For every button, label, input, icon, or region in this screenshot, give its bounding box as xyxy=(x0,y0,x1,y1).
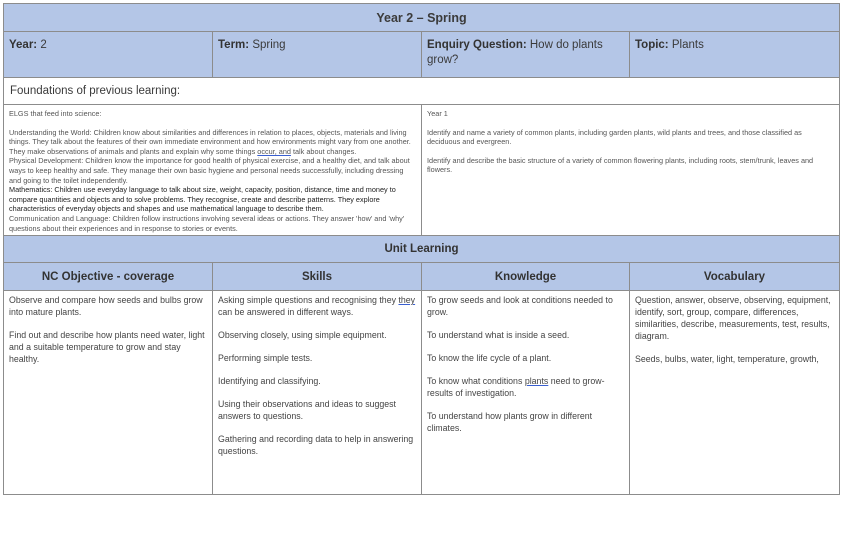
topic-label: Topic: xyxy=(635,39,669,51)
year1-heading: Year 1 xyxy=(427,109,448,118)
elgs-heading: ELGS that feed into science: xyxy=(9,109,102,118)
topic-value: Plants xyxy=(671,39,704,51)
knowledge-cell xyxy=(422,291,630,495)
skill-item: Gathering and recording data to help in answering questions. xyxy=(218,434,414,457)
year-cell xyxy=(4,32,213,78)
knowledge-item: To understand what is inside a seed. xyxy=(427,330,570,341)
elgs-physical-development: Physical Development: Children know the importance for good health of physical exercise, and a healthy diet, and talk about ways to keep healthy and safe. They manage their own basic hygiene and personal needs successfully, including dressing and going to the toilet independently. xyxy=(9,156,410,185)
year1-objective-2: Identify and describe the basic structure of a variety of common flowering plants, including roots, stem/trunk, leaves and flowers. xyxy=(427,155,814,175)
skills-cell xyxy=(213,291,422,495)
skill-item: Observing closely, using simple equipment. xyxy=(218,330,387,341)
term-label: Term: xyxy=(218,39,250,51)
knowledge-item: To know what conditions plants need to grow- results of investigation. xyxy=(427,376,605,399)
elgs-cell xyxy=(4,105,422,236)
nc-objective: Find out and describe how plants need water, light and a suitable temperature to grow and stay healthy. xyxy=(9,330,205,365)
year-value: 2 xyxy=(40,39,47,51)
page-title: Year 2 – Spring xyxy=(4,4,840,32)
year1-cell xyxy=(422,105,840,236)
vocabulary-list: Question, answer, observe, observing, equipment, identify, sort, group, compare, differences, similarities, describe, measurements, test, results, diagram. xyxy=(635,295,831,342)
skill-item: Asking simple questions and recognising they they can be answered in different ways. xyxy=(218,295,416,318)
enquiry-cell xyxy=(422,32,630,78)
year1-objective-1: Identify and name a variety of common plants, including garden plants, wild plants and trees, and those classified as deciduous and evergreen. xyxy=(427,127,802,147)
topic-cell xyxy=(630,32,840,78)
knowledge-item: To know the life cycle of a plant. xyxy=(427,353,552,364)
vocabulary-list: Seeds, bulbs, water, light, temperature, growth, xyxy=(635,354,819,365)
skill-item: Identifying and classifying. xyxy=(218,376,321,387)
nc-objectives-cell xyxy=(4,291,213,495)
term-value: Spring xyxy=(252,39,286,51)
vocabulary-cell xyxy=(630,291,840,495)
year-label: Year: xyxy=(9,39,38,51)
unit-learning-heading: Unit Learning xyxy=(4,236,840,263)
nc-column-header: NC Objective - coverage xyxy=(4,263,213,291)
knowledge-item: To grow seeds and look at conditions needed to grow. xyxy=(427,295,613,318)
enquiry-value: How do plants grow? xyxy=(427,39,603,66)
skills-column-header: Skills xyxy=(213,263,422,291)
skill-item: Using their observations and ideas to suggest answers to questions. xyxy=(218,399,396,422)
curriculum-table xyxy=(3,3,840,495)
knowledge-column-header: Knowledge xyxy=(422,263,630,291)
enquiry-label: Enquiry Question: xyxy=(427,39,527,51)
skill-item: Performing simple tests. xyxy=(218,353,313,364)
vocabulary-column-header: Vocabulary xyxy=(630,263,840,291)
nc-objective: Observe and compare how seeds and bulbs grow into mature plants. xyxy=(9,295,203,318)
term-cell xyxy=(213,32,422,78)
elgs-understanding-world: Understanding the World: Children know about similarities and differences in relation to places, objects, materials and living things. They talk about the features of their own immediate environment and how environments might vary from one another. They make observations of animals and plants and explain why some things occur, and talk about changes. xyxy=(9,127,411,156)
elgs-mathematics: Mathematics: Children use everyday language to talk about size, weight, capacity, position, distance, time and money to compare quantities and objects and to solve problems. They recognise, create and describe patterns. They explore characteristics of everyday objects and shapes and use mathematical language to describe them. xyxy=(9,185,396,214)
elgs-communication: Communication and Language: Children follow instructions involving several ideas or actions. They answer 'how' and 'why' questions about their experiences and in response to stories or events. xyxy=(9,213,405,233)
foundations-heading: Foundations of previous learning: xyxy=(4,78,840,105)
knowledge-item: To understand how plants grow in different climates. xyxy=(427,411,593,434)
